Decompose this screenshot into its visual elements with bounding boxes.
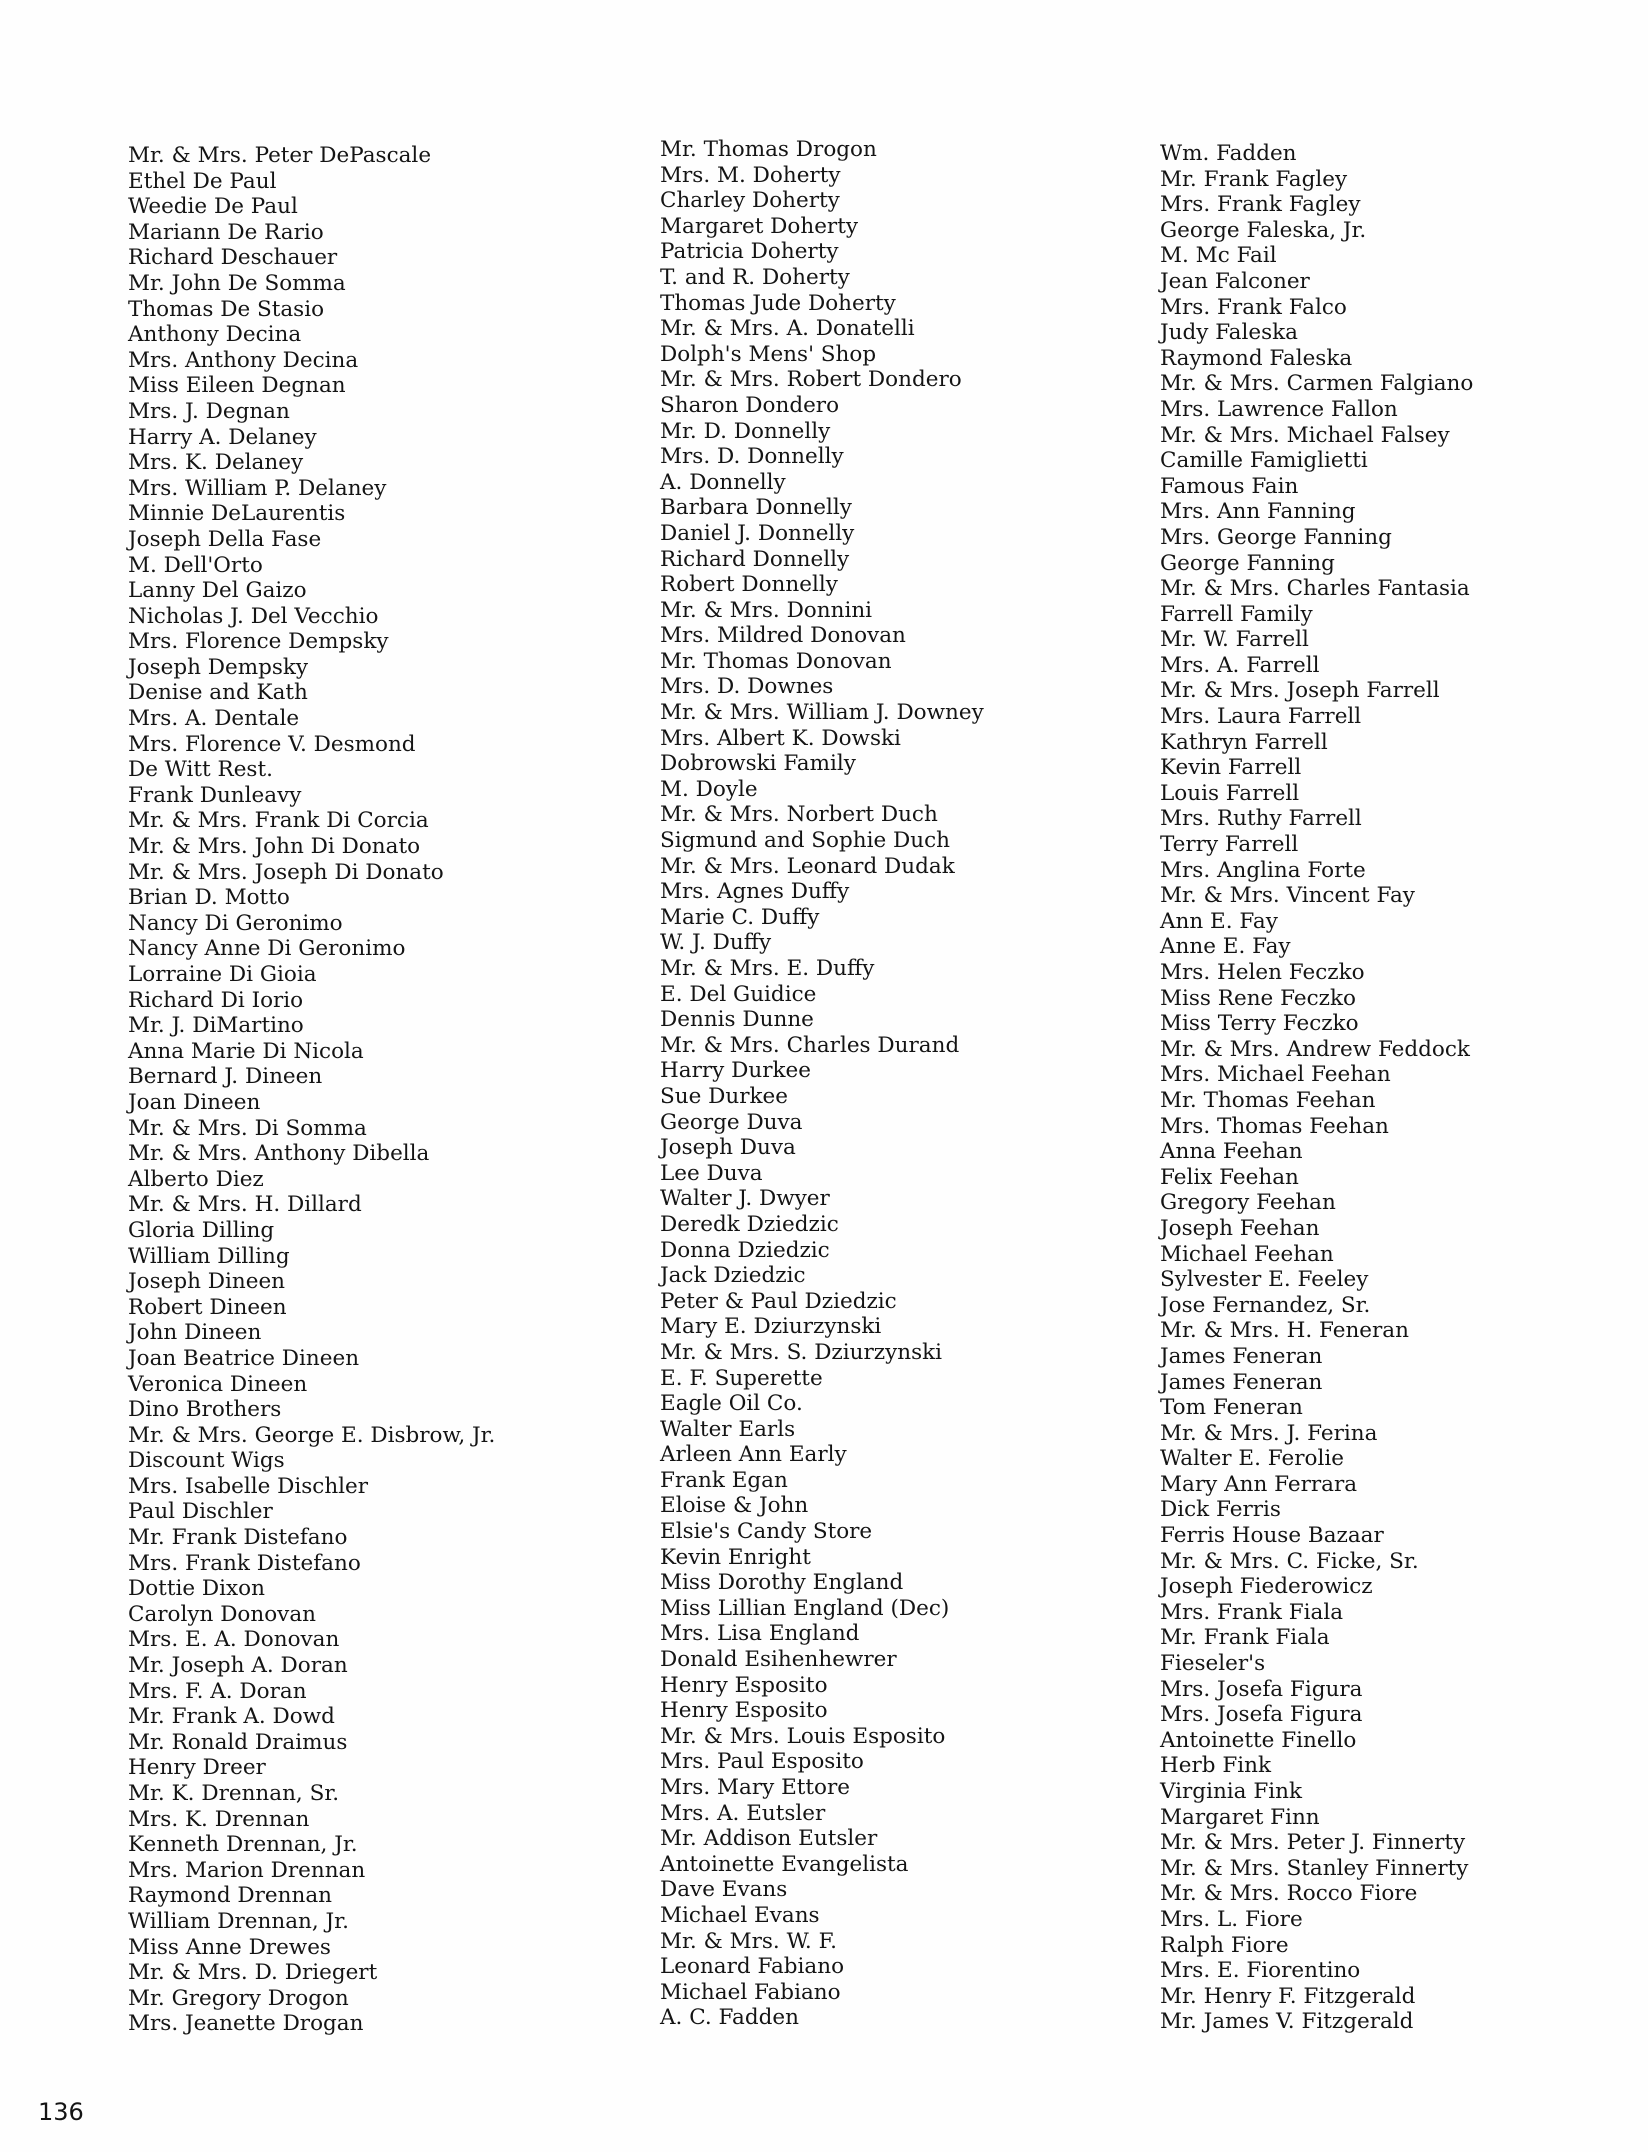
name-entry: Sylvester E. Feeley [1160,1267,1369,1293]
name-entry: Carolyn Donovan [128,1601,316,1627]
name-entry: Mary E. Dziurzynski [660,1314,882,1340]
name-entry: Mr. & Mrs. Robert Dondero [660,367,962,393]
name-entry: E. F. Superette [660,1365,823,1391]
name-entry: M. Dell'Orto [128,552,263,578]
name-entry: De Witt Rest. [128,757,273,783]
name-entry: Mr. & Mrs. Louis Esposito [660,1723,946,1749]
name-entry: Kenneth Drennan, Jr. [128,1832,358,1858]
name-entry: Sigmund and Sophie Duch [660,828,950,854]
name-entry: Deredk Dziedzic [660,1211,839,1237]
name-entry: Harry Durkee [660,1058,811,1084]
name-entry: Robert Dineen [128,1294,287,1320]
name-entry: Kevin Enright [660,1544,811,1570]
name-entry: Walter Earls [660,1416,796,1442]
name-entry: Arleen Ann Early [660,1442,847,1468]
name-entry: John Dineen [128,1320,262,1346]
name-entry: M. Mc Fail [1160,243,1277,269]
name-entry: Mr. & Mrs. Carmen Falgiano [1160,371,1474,397]
name-entry: Mrs. George Fanning [1160,524,1392,550]
name-entry: Mr. James V. Fitzgerald [1160,2009,1414,2035]
name-entry: Michael Evans [660,1902,820,1928]
name-entry: Daniel J. Donnelly [660,520,855,546]
name-entry: Wm. Fadden [1160,141,1297,166]
name-entry: Alberto Diez [128,1166,264,1192]
name-entry: George Fanning [1160,550,1335,576]
name-entry: Mr. & Mrs. Joseph Farrell [1160,678,1440,704]
name-entry: Elsie's Candy Store [660,1519,873,1545]
name-entry: Joseph Feehan [1160,1215,1320,1241]
name-entry: E. Del Guidice [660,981,817,1007]
name-entry: Mr. Frank A. Dowd [128,1704,335,1730]
name-entry: Mrs. K. Delaney [128,450,304,476]
name-entry: Mr. Frank Fagley [1160,166,1348,192]
name-entry: Nancy Anne Di Geronimo [128,936,406,962]
name-entry: Mrs. Ann Fanning [1160,499,1356,525]
name-entry: Mr. & Mrs. Andrew Feddock [1160,1036,1470,1062]
name-entry: Mrs. Isabelle Dischler [128,1473,369,1499]
name-entry: Tom Feneran [1160,1395,1303,1421]
name-entry: Antoinette Evangelista [660,1851,909,1877]
name-entry: Mrs. Frank Distefano [128,1550,361,1576]
name-entry: Frank Dunleavy [128,782,302,808]
name-entry: Henry Esposito [660,1672,828,1698]
name-entry: Gloria Dilling [128,1217,275,1243]
name-entry: Mr. & Mrs. S. Dziurzynski [660,1339,943,1365]
name-entry: Mr. John De Somma [128,270,346,296]
name-entry: Mr. J. DiMartino [128,1013,304,1039]
name-entry: Dennis Dunne [660,1007,814,1033]
name-entry: Mr. & Mrs. Frank Di Corcia [128,808,429,834]
name-entry: Mr. & Mrs. Vincent Fay [1160,883,1415,909]
name-entry: Joseph Dineen [128,1269,286,1295]
name-entry: Weedie De Paul [128,194,298,220]
name-entry: W. J. Duffy [660,930,772,956]
name-entry: Miss Terry Feczko [1160,1011,1359,1037]
name-entry: Mrs. Frank Falco [1160,294,1347,320]
name-entry: Mariann De Rario [128,219,324,245]
name-entry: Mrs. D. Downes [660,674,834,700]
name-entry: Henry Esposito [660,1698,828,1724]
page-number: 136 [38,2098,84,2126]
name-entry: Mrs. K. Drennan [128,1806,310,1832]
name-entry: Mr. & Mrs. George E. Disbrow, Jr. [128,1422,496,1448]
name-entry: Mr. & Mrs. Donnini [660,597,873,623]
name-entry: Henry Dreer [128,1755,266,1781]
name-entry: Joseph Duva [660,1135,796,1161]
name-entry: Margaret Finn [1160,1804,1320,1830]
name-entry: Mr. D. Donnelly [660,418,831,444]
name-entry: Mr. & Mrs. Norbert Duch [660,802,938,828]
name-entry: Miss Dorothy England [660,1570,904,1596]
name-entry: Margaret Doherty [660,213,858,239]
name-entry: Mrs. William P. Delaney [128,475,387,501]
name-entry: Joseph Dempsky [128,654,309,680]
name-entry: Miss Rene Feczko [1160,985,1356,1011]
name-entry: Mrs. E. Fiorentino [1160,1958,1361,1984]
name-entry: Nicholas J. Del Vecchio [128,603,379,629]
name-entry: M. Doyle [660,776,758,802]
name-entry: Mr. & Mrs. Di Somma [128,1115,367,1141]
name-entry: Farrell Family [1160,601,1313,627]
name-entry: Brian D. Motto [128,885,290,911]
name-entry: Mr. & Mrs. W. F. [660,1928,837,1954]
name-entry: Thomas De Stasio [128,296,325,322]
name-entry: Michael Feehan [1160,1241,1334,1267]
name-entry: Ethel De Paul [128,168,277,194]
name-entry: Mr. & Mrs. William J. Downey [660,700,984,726]
name-entry: Mrs. J. Degnan [128,398,290,424]
name-entry: Mr. & Mrs. Stanley Finnerty [1160,1855,1469,1881]
name-entry: William Dilling [128,1243,290,1269]
name-entry: Mr. & Mrs. Charles Fantasia [1160,576,1470,602]
name-entry: Sue Durkee [660,1083,788,1109]
name-entry: Mrs. A. Eutsler [660,1800,826,1826]
name-entry: Mr. W. Farrell [1160,627,1309,653]
name-entry: Dave Evans [660,1877,788,1903]
name-entry: Marie C. Duffy [660,904,820,930]
name-entry: Anthony Decina [128,322,302,348]
name-entry: Mr. & Mrs. Peter J. Finnerty [1160,1830,1466,1856]
name-entry: Mr. & Mrs. Leonard Dudak [660,853,955,879]
name-entry: Mr. & Mrs. Michael Falsey [1160,422,1450,448]
name-entry: Mr. K. Drennan, Sr. [128,1781,340,1806]
name-entry: Joseph Fiederowicz [1160,1574,1373,1600]
name-entry: Charley Doherty [660,188,840,214]
name-entry: Mr. & Mrs. Rocco Fiore [1160,1881,1418,1907]
name-entry: Camille Famiglietti [1160,448,1368,474]
name-entry: Mr. & Mrs. Joseph Di Donato [128,859,444,885]
name-entry: Mrs. Florence Dempsky [128,629,389,655]
name-entry: Mr. Frank Distefano [128,1525,348,1551]
name-entry: Jean Falconer [1160,268,1310,294]
name-entry: Jose Fernandez, Sr. [1160,1292,1371,1318]
name-entry: Denise and Kath [128,680,308,706]
name-entry: Thomas Jude Doherty [660,290,896,316]
name-entry: Jack Dziedzic [660,1263,806,1289]
name-entry: A. C. Fadden [660,2005,799,2031]
name-entry: Minnie DeLaurentis [128,501,346,527]
name-entry: Mr. & Mrs. H. Dillard [128,1192,362,1218]
name-entry: Mrs. Paul Esposito [660,1749,864,1775]
name-entry: Mrs. Ruthy Farrell [1160,806,1362,832]
name-entry: Famous Fain [1160,473,1299,499]
name-entry: Mr. Frank Fiala [1160,1625,1330,1651]
name-entry: Barbara Donnelly [660,495,852,521]
name-entry: Ann E. Fay [1160,908,1278,934]
name-entry: Mr. & Mrs. Charles Durand [660,1032,960,1058]
name-entry: Leonard Fabiano [660,1954,845,1980]
name-entry: Eagle Oil Co. [660,1391,803,1417]
name-entry: Ferris House Bazaar [1160,1523,1384,1549]
name-entry: Peter & Paul Dziedzic [660,1288,897,1314]
name-entry: Mrs. Anthony Decina [128,347,359,373]
name-entry: T. and R. Doherty [660,264,850,290]
name-entry: Mrs. Frank Fagley [1160,192,1361,218]
name-entry: Raymond Faleska [1160,345,1353,371]
name-entry: Judy Faleska [1160,320,1298,346]
name-entry: Mrs. Mildred Donovan [660,623,906,649]
name-entry: Ralph Fiore [1160,1932,1289,1958]
name-entry: Fieseler's [1160,1651,1266,1677]
name-entry: Mrs. Mary Ettore [660,1775,851,1800]
name-entry: Mr. Henry F. Fitzgerald [1160,1983,1416,2009]
name-entry: Mr. Gregory Drogon [128,1985,349,2011]
name-entry: Mrs. Frank Fiala [1160,1599,1344,1625]
name-entry: Joseph Della Fase [128,526,322,552]
name-entry: Walter J. Dwyer [660,1186,830,1212]
name-entry: Mrs. Josefa Figura [1160,1676,1363,1702]
name-entry: Dick Ferris [1160,1497,1281,1523]
name-entry: Gregory Feehan [1160,1190,1336,1216]
name-entry: Mr. & Mrs. Peter DePascale [128,143,432,168]
name-entry: Mrs. Anglina Forte [1160,857,1366,883]
name-entry: Anna Marie Di Nicola [128,1038,364,1064]
name-entry: Louis Farrell [1160,780,1300,806]
name-entry: Michael Fabiano [660,1979,841,2005]
name-entry: James Feneran [1160,1343,1323,1369]
name-entry: James Feneran [1160,1369,1323,1395]
name-entry: Mary Ann Ferrara [1160,1471,1358,1497]
name-entry: Mr. & Mrs. Anthony Dibella [128,1141,430,1167]
name-entry: Mr. Thomas Donovan [660,648,892,674]
name-entry: Mrs. Florence V. Desmond [128,731,416,757]
name-entry: Veronica Dineen [128,1371,308,1397]
name-entry: Mrs. Albert K. Dowski [660,725,901,751]
name-entry: Mr. Thomas Feehan [1160,1087,1376,1113]
name-entry: Patricia Doherty [660,239,839,265]
name-entry: Donald Esihenhewrer [660,1647,897,1673]
name-entry: Mr. & Mrs. J. Ferina [1160,1420,1378,1446]
name-entry: Mrs. A. Farrell [1160,652,1320,678]
name-entry: Virginia Fink [1160,1779,1302,1804]
name-entry: Mrs. M. Doherty [660,162,841,188]
name-entry: Joan Dineen [128,1089,261,1115]
name-entry: Richard Di Iorio [128,987,304,1013]
name-entry: Frank Egan [660,1467,788,1493]
name-entry: Mr. & Mrs. E. Duffy [660,956,875,981]
name-entry: George Faleska, Jr. [1160,217,1367,243]
name-column-2 [660,137,984,2031]
name-entry: Sharon Dondero [660,392,840,418]
name-entry: Mrs. Josefa Figura [1160,1702,1363,1728]
name-entry: Mrs. D. Donnelly [660,444,844,470]
name-entry: Miss Anne Drewes [128,1934,331,1960]
name-entry: Dottie Dixon [128,1576,265,1602]
name-column-3 [1160,141,1473,2035]
name-entry: Felix Feehan [1160,1164,1299,1190]
name-entry: Mrs. Helen Feczko [1160,960,1365,985]
name-entry: Mr. Addison Eutsler [660,1826,878,1852]
name-entry: William Drennan, Jr. [128,1908,349,1934]
name-entry: Discount Wigs [128,1448,285,1474]
name-entry: Herb Fink [1160,1753,1272,1779]
name-entry: Dobrowski Family [660,751,856,777]
name-entry: Antoinette Finello [1160,1727,1357,1753]
name-entry: Harry A. Delaney [128,424,317,450]
name-entry: Mr. Ronald Draimus [128,1729,348,1755]
name-entry: Lanny Del Gaizo [128,578,307,604]
name-entry: A. Donnelly [660,469,786,495]
name-entry: Mrs. Marion Drennan [128,1857,366,1883]
name-entry: Mrs. Lawrence Fallon [1160,396,1398,422]
name-entry: Anne E. Fay [1160,934,1291,960]
name-entry: Mrs. F. A. Doran [128,1678,307,1704]
name-entry: Nancy Di Geronimo [128,910,343,936]
name-entry: Robert Donnelly [660,572,838,598]
name-entry: Walter E. Ferolie [1160,1446,1344,1472]
name-entry: Mr. Joseph A. Doran [128,1653,348,1679]
name-entry: Mrs. E. A. Donovan [128,1627,340,1653]
name-entry: Mr. & Mrs. John Di Donato [128,834,421,860]
name-entry: Miss Lillian England (Dec) [660,1595,950,1621]
name-entry: Mr. & Mrs. D. Driegert [128,1960,378,1986]
name-entry: Kathryn Farrell [1160,729,1328,755]
name-entry: Mrs. Agnes Duffy [660,879,850,905]
name-entry: Mrs. Laura Farrell [1160,704,1362,730]
name-entry: Paul Dischler [128,1499,273,1525]
name-entry: Mrs. L. Fiore [1160,1906,1303,1932]
name-entry: Mr. Thomas Drogon [660,137,877,162]
name-column-1 [128,143,495,2037]
name-entry: Bernard J. Dineen [128,1064,323,1090]
name-entry: Mrs. Jeanette Drogan [128,2011,364,2037]
name-entry: Eloise & John [660,1493,809,1519]
name-entry: Raymond Drennan [128,1883,333,1909]
name-entry: Kevin Farrell [1160,755,1302,781]
name-entry: Mr. & Mrs. A. Donatelli [660,316,915,342]
name-entry: George Duva [660,1109,803,1135]
name-entry: Dino Brothers [128,1397,282,1423]
name-entry: Miss Eileen Degnan [128,373,346,399]
name-entry: Dolph's Mens' Shop [660,341,877,367]
name-entry: Lee Duva [660,1160,763,1186]
name-entry: Mrs. Thomas Feehan [1160,1113,1389,1139]
name-entry: Mrs. A. Dentale [128,706,300,732]
name-entry: Richard Donnelly [660,546,850,572]
name-entry: Mrs. Lisa England [660,1621,860,1647]
name-entry: Mrs. Michael Feehan [1160,1062,1391,1088]
name-entry: Mr. & Mrs. H. Feneran [1160,1318,1409,1344]
name-entry: Donna Dziedzic [660,1237,830,1263]
name-entry: Terry Farrell [1160,832,1299,858]
name-entry: Anna Feehan [1160,1139,1303,1165]
name-entry: Lorraine Di Gioia [128,962,317,987]
name-entry: Joan Beatrice Dineen [128,1345,360,1371]
name-entry: Mr. & Mrs. C. Ficke, Sr. [1160,1548,1419,1574]
name-entry: Richard Deschauer [128,245,338,271]
